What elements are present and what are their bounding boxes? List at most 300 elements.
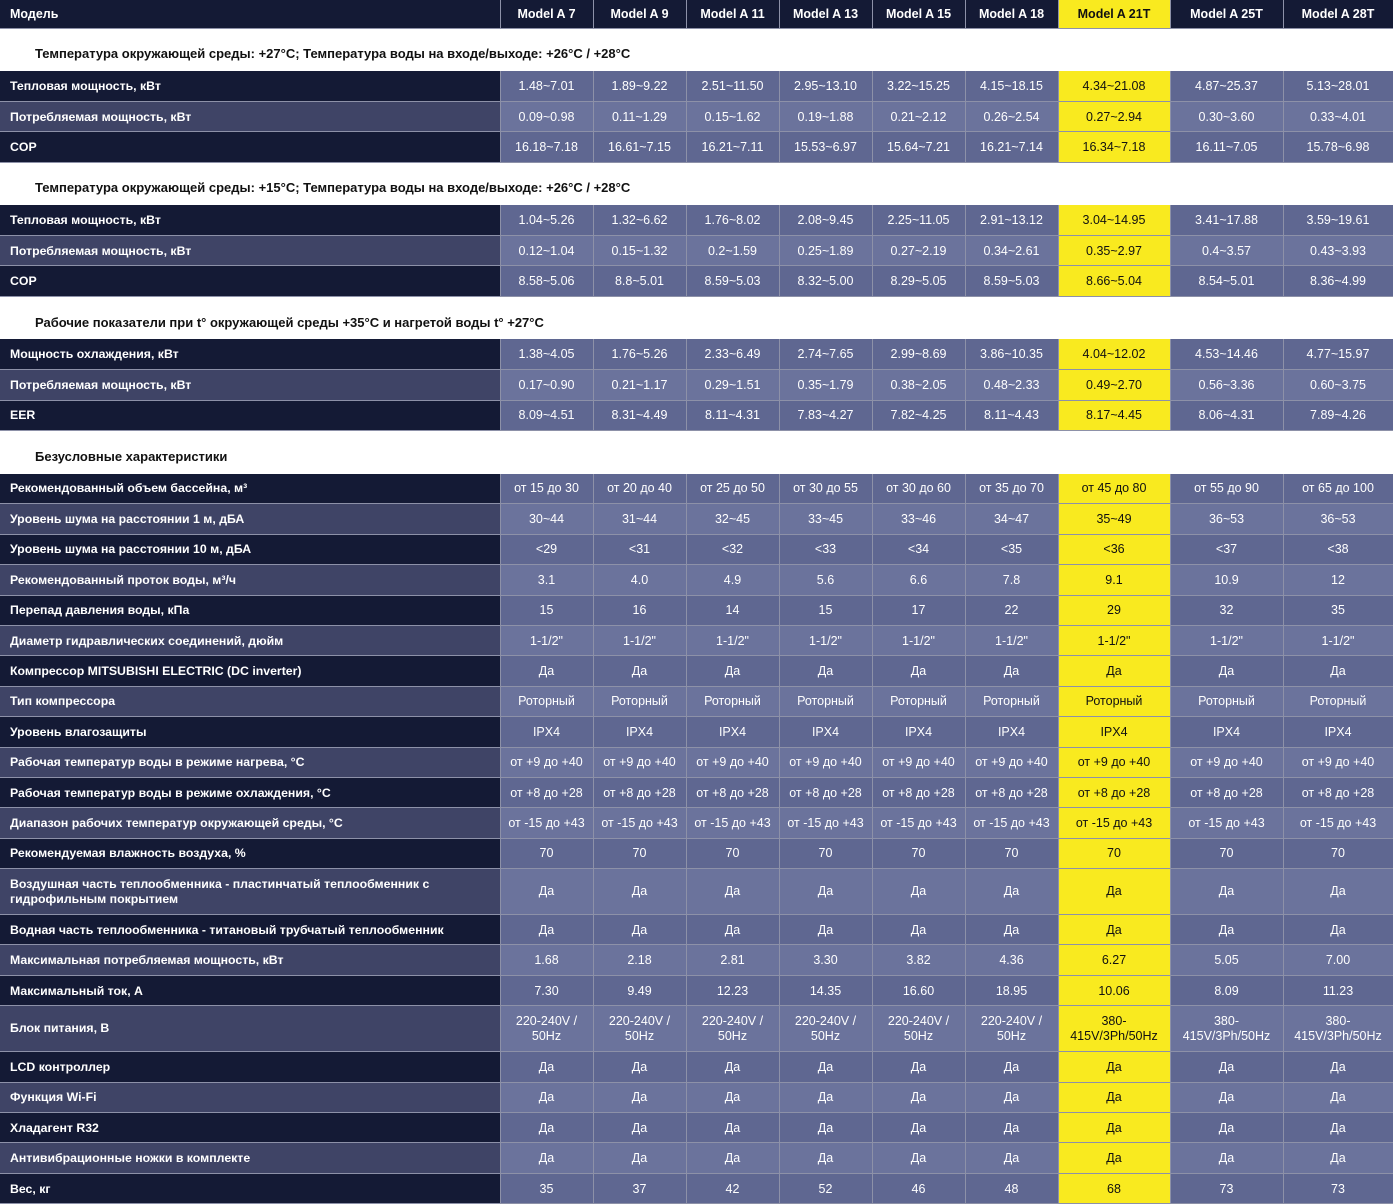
spec-value: 1.76~5.26: [593, 339, 686, 369]
spec-value: 52: [779, 1173, 872, 1203]
section-title: Температура окружающей среды: +15°C; Температура воды на входе/выходе: +26°C / +28°C: [0, 162, 1393, 205]
spec-label: Максимальный ток, А: [0, 975, 500, 1005]
spec-label: Воздушная часть теплообменника - пластинчатый теплообменник с гидрофильным покрытием: [0, 869, 500, 915]
spec-value: IPX4: [686, 717, 779, 747]
spec-value-highlighted: от +8 до +28: [1058, 777, 1170, 807]
spec-value: 73: [1283, 1173, 1393, 1203]
spec-value: Да: [1283, 869, 1393, 915]
spec-value: 0.4~3.57: [1170, 236, 1283, 266]
spec-value: Да: [686, 869, 779, 915]
spec-value-highlighted: 16.34~7.18: [1058, 132, 1170, 162]
spec-value: Да: [593, 869, 686, 915]
spec-value: Да: [500, 656, 593, 686]
spec-value: Да: [1283, 915, 1393, 945]
spec-value: 8.11~4.43: [965, 400, 1058, 430]
spec-value: 33~46: [872, 504, 965, 534]
spec-value-highlighted: Да: [1058, 1052, 1170, 1082]
header-label: Модель: [0, 0, 500, 28]
spec-value: Да: [686, 915, 779, 945]
spec-value: <34: [872, 534, 965, 564]
spec-value: от -15 до +43: [686, 808, 779, 838]
spec-value: от +9 до +40: [965, 747, 1058, 777]
section-title: Рабочие показатели при t° окружающей среды +35°C и нагретой воды t° +27°C: [0, 296, 1393, 339]
spec-value: Да: [500, 1082, 593, 1112]
spec-value: 10.9: [1170, 565, 1283, 595]
spec-value: 0.2~1.59: [686, 236, 779, 266]
spec-value: 22: [965, 595, 1058, 625]
spec-value: от +8 до +28: [593, 777, 686, 807]
spec-label: Максимальная потребляемая мощность, кВт: [0, 945, 500, 975]
spec-value: Да: [872, 915, 965, 945]
spec-value: 8.31~4.49: [593, 400, 686, 430]
spec-value: Да: [593, 1113, 686, 1143]
spec-value: от -15 до +43: [779, 808, 872, 838]
spec-row: [0, 945, 1393, 975]
spec-value-highlighted: Да: [1058, 915, 1170, 945]
spec-value: от +9 до +40: [1170, 747, 1283, 777]
spec-value: 220-240V / 50Hz: [593, 1006, 686, 1052]
spec-value: 70: [500, 838, 593, 868]
spec-label: COP: [0, 266, 500, 296]
spec-row: [0, 656, 1393, 686]
spec-value-highlighted: 3.04~14.95: [1058, 205, 1170, 235]
spec-value: 7.82~4.25: [872, 400, 965, 430]
spec-value-highlighted: IPX4: [1058, 717, 1170, 747]
spec-value: Роторный: [1283, 686, 1393, 716]
header-model: Model A 9: [593, 0, 686, 28]
spec-value: 7.8: [965, 565, 1058, 595]
spec-label: Уровень шума на расстоянии 1 м, дБА: [0, 504, 500, 534]
spec-value: 1-1/2": [1170, 625, 1283, 655]
spec-value: 18.95: [965, 975, 1058, 1005]
spec-label: Блок питания, В: [0, 1006, 500, 1052]
spec-value: 0.15~1.32: [593, 236, 686, 266]
spec-value: Да: [686, 1113, 779, 1143]
spec-value: 0.25~1.89: [779, 236, 872, 266]
spec-value: 0.29~1.51: [686, 370, 779, 400]
spec-value-highlighted: 4.34~21.08: [1058, 71, 1170, 101]
spec-value: от +8 до +28: [965, 777, 1058, 807]
spec-value: 0.21~2.12: [872, 101, 965, 131]
spec-value: Да: [686, 1052, 779, 1082]
spec-label: Диапазон рабочих температур окружающей среды, °С: [0, 808, 500, 838]
spec-value: <38: [1283, 534, 1393, 564]
spec-value: 2.91~13.12: [965, 205, 1058, 235]
spec-row: [0, 1143, 1393, 1173]
spec-value: Да: [965, 869, 1058, 915]
spec-value: от -15 до +43: [965, 808, 1058, 838]
spec-value: Да: [1170, 1082, 1283, 1112]
spec-value: Да: [686, 1143, 779, 1173]
spec-value: от +8 до +28: [872, 777, 965, 807]
spec-value: 0.19~1.88: [779, 101, 872, 131]
section-title-row: [0, 431, 1393, 474]
spec-value: 16.21~7.11: [686, 132, 779, 162]
spec-row: [0, 565, 1393, 595]
spec-value: 4.87~25.37: [1170, 71, 1283, 101]
spec-value: от +9 до +40: [872, 747, 965, 777]
spec-row: [0, 1113, 1393, 1143]
spec-value: Роторный: [1170, 686, 1283, 716]
spec-value: 220-240V / 50Hz: [500, 1006, 593, 1052]
spec-value-highlighted: Да: [1058, 1113, 1170, 1143]
spec-value: <35: [965, 534, 1058, 564]
spec-value: 9.49: [593, 975, 686, 1005]
spec-value: Да: [779, 1052, 872, 1082]
section-title-row: [0, 296, 1393, 339]
spec-value: от +8 до +28: [500, 777, 593, 807]
spec-value: <29: [500, 534, 593, 564]
header-model: Model A 25T: [1170, 0, 1283, 28]
spec-label: Уровень шума на расстоянии 10 м, дБА: [0, 534, 500, 564]
spec-value: 2.08~9.45: [779, 205, 872, 235]
spec-value: 36~53: [1170, 504, 1283, 534]
spec-row: [0, 808, 1393, 838]
spec-value: 5.05: [1170, 945, 1283, 975]
spec-row: [0, 474, 1393, 504]
spec-value-highlighted: 1-1/2": [1058, 625, 1170, 655]
spec-row: [0, 534, 1393, 564]
spec-value: Да: [593, 1143, 686, 1173]
spec-value: Да: [500, 1052, 593, 1082]
spec-value: Да: [500, 869, 593, 915]
spec-value: Да: [965, 1113, 1058, 1143]
spec-value-highlighted: 29: [1058, 595, 1170, 625]
spec-value: Роторный: [872, 686, 965, 716]
spec-value: 70: [965, 838, 1058, 868]
spec-value-highlighted: 380-415V/3Ph/50Hz: [1058, 1006, 1170, 1052]
spec-value: 2.99~8.69: [872, 339, 965, 369]
spec-value: 7.83~4.27: [779, 400, 872, 430]
spec-value: Да: [872, 1113, 965, 1143]
spec-value: 3.82: [872, 945, 965, 975]
spec-value: от 35 до 70: [965, 474, 1058, 504]
spec-value: 2.51~11.50: [686, 71, 779, 101]
spec-value: 12: [1283, 565, 1393, 595]
spec-value: Роторный: [779, 686, 872, 716]
spec-value: 35: [500, 1173, 593, 1203]
spec-value: 7.30: [500, 975, 593, 1005]
spec-row: [0, 1006, 1393, 1052]
spec-value: от 15 до 30: [500, 474, 593, 504]
spec-value: Да: [779, 1113, 872, 1143]
spec-value: <31: [593, 534, 686, 564]
spec-label: Тепловая мощность, кВт: [0, 205, 500, 235]
spec-value: <33: [779, 534, 872, 564]
spec-value: Да: [965, 656, 1058, 686]
spec-value: Да: [500, 1143, 593, 1173]
spec-value: IPX4: [1283, 717, 1393, 747]
spec-value: от +9 до +40: [779, 747, 872, 777]
spec-value-highlighted: Да: [1058, 1082, 1170, 1112]
spec-row: [0, 400, 1393, 430]
spec-value: 1-1/2": [872, 625, 965, 655]
spec-value: 8.59~5.03: [965, 266, 1058, 296]
spec-value: 15.53~6.97: [779, 132, 872, 162]
spec-value: 0.56~3.36: [1170, 370, 1283, 400]
spec-label: EER: [0, 400, 500, 430]
spec-value: от 30 до 60: [872, 474, 965, 504]
header-model: Model A 18: [965, 0, 1058, 28]
spec-value: Да: [779, 869, 872, 915]
spec-value: 5.13~28.01: [1283, 71, 1393, 101]
spec-label: Рабочая температур воды в режиме нагрева, °С: [0, 747, 500, 777]
spec-label: Уровень влагозащиты: [0, 717, 500, 747]
spec-label: Потребляемая мощность, кВт: [0, 236, 500, 266]
spec-value: 2.18: [593, 945, 686, 975]
spec-value: 380-415V/3Ph/50Hz: [1170, 1006, 1283, 1052]
spec-value: 70: [872, 838, 965, 868]
spec-value: от +9 до +40: [1283, 747, 1393, 777]
spec-value: от -15 до +43: [593, 808, 686, 838]
spec-value: 14: [686, 595, 779, 625]
spec-value: 0.15~1.62: [686, 101, 779, 131]
spec-row: [0, 915, 1393, 945]
spec-value: 4.36: [965, 945, 1058, 975]
spec-value-highlighted: 70: [1058, 838, 1170, 868]
spec-value-highlighted: 68: [1058, 1173, 1170, 1203]
spec-value: Роторный: [686, 686, 779, 716]
spec-value: Да: [872, 1052, 965, 1082]
spec-label: Тип компрессора: [0, 686, 500, 716]
spec-value: 5.6: [779, 565, 872, 595]
spec-value: Да: [965, 1052, 1058, 1082]
spec-label: Функция Wi-Fi: [0, 1082, 500, 1112]
spec-value: 7.00: [1283, 945, 1393, 975]
spec-row: [0, 370, 1393, 400]
spec-value: 0.17~0.90: [500, 370, 593, 400]
spec-value: 16.18~7.18: [500, 132, 593, 162]
spec-value: 32: [1170, 595, 1283, 625]
spec-value: 4.53~14.46: [1170, 339, 1283, 369]
spec-value-highlighted: 35~49: [1058, 504, 1170, 534]
spec-value-highlighted: Да: [1058, 1143, 1170, 1173]
spec-value: от -15 до +43: [1283, 808, 1393, 838]
spec-value: 3.86~10.35: [965, 339, 1058, 369]
spec-value: 0.27~2.19: [872, 236, 965, 266]
spec-value: 16.61~7.15: [593, 132, 686, 162]
spec-value: Да: [872, 656, 965, 686]
spec-value: 4.77~15.97: [1283, 339, 1393, 369]
spec-value: 36~53: [1283, 504, 1393, 534]
spec-value: 14.35: [779, 975, 872, 1005]
spec-value: 220-240V / 50Hz: [779, 1006, 872, 1052]
spec-value-highlighted: Да: [1058, 869, 1170, 915]
spec-value: 34~47: [965, 504, 1058, 534]
spec-row: [0, 132, 1393, 162]
spec-value: 8.09~4.51: [500, 400, 593, 430]
spec-value: Да: [872, 1143, 965, 1173]
spec-value-highlighted: 4.04~12.02: [1058, 339, 1170, 369]
spec-value: 0.21~1.17: [593, 370, 686, 400]
spec-value: 70: [779, 838, 872, 868]
spec-value: 73: [1170, 1173, 1283, 1203]
spec-row: [0, 1052, 1393, 1082]
spec-row: [0, 686, 1393, 716]
spec-value: <32: [686, 534, 779, 564]
spec-value: 0.11~1.29: [593, 101, 686, 131]
spec-value: 8.32~5.00: [779, 266, 872, 296]
spec-label: Тепловая мощность, кВт: [0, 71, 500, 101]
spec-label: LCD контроллер: [0, 1052, 500, 1082]
spec-value: 2.33~6.49: [686, 339, 779, 369]
spec-value: 2.81: [686, 945, 779, 975]
spec-value: Да: [779, 915, 872, 945]
header-model: Model A 13: [779, 0, 872, 28]
spec-value: 8.8~5.01: [593, 266, 686, 296]
spec-value: 4.9: [686, 565, 779, 595]
spec-value: Роторный: [500, 686, 593, 716]
spec-label: Компрессор MITSUBISHI ELECTRIC (DC inverter): [0, 656, 500, 686]
spec-value: 8.59~5.03: [686, 266, 779, 296]
spec-value: 8.36~4.99: [1283, 266, 1393, 296]
spec-row: [0, 869, 1393, 915]
spec-value: 16.60: [872, 975, 965, 1005]
spec-value: от +9 до +40: [686, 747, 779, 777]
spec-row: [0, 838, 1393, 868]
spec-value: от 25 до 50: [686, 474, 779, 504]
spec-value: 0.09~0.98: [500, 101, 593, 131]
spec-value-highlighted: 0.27~2.94: [1058, 101, 1170, 131]
spec-value: 1.04~5.26: [500, 205, 593, 235]
spec-value: 15.64~7.21: [872, 132, 965, 162]
spec-value-highlighted: 0.35~2.97: [1058, 236, 1170, 266]
spec-row: [0, 747, 1393, 777]
spec-value: 1.32~6.62: [593, 205, 686, 235]
spec-value: 1-1/2": [686, 625, 779, 655]
spec-value: 0.30~3.60: [1170, 101, 1283, 131]
spec-value: IPX4: [965, 717, 1058, 747]
spec-value: 0.38~2.05: [872, 370, 965, 400]
spec-value: Да: [1170, 656, 1283, 686]
header-row: [0, 0, 1393, 28]
spec-value: Да: [1170, 869, 1283, 915]
spec-value: 6.6: [872, 565, 965, 595]
spec-label: Мощность охлаждения, кВт: [0, 339, 500, 369]
spec-value: IPX4: [872, 717, 965, 747]
spec-value: 3.30: [779, 945, 872, 975]
spec-value: 7.89~4.26: [1283, 400, 1393, 430]
spec-value: 70: [1283, 838, 1393, 868]
spec-body: [0, 28, 1393, 1204]
spec-value: Да: [1170, 1052, 1283, 1082]
header-model: Model A 15: [872, 0, 965, 28]
spec-value: 11.23: [1283, 975, 1393, 1005]
spec-value: от +8 до +28: [1170, 777, 1283, 807]
spec-value: Да: [779, 656, 872, 686]
spec-value: от 20 до 40: [593, 474, 686, 504]
spec-row: [0, 266, 1393, 296]
spec-value: 220-240V / 50Hz: [872, 1006, 965, 1052]
spec-value: 0.34~2.61: [965, 236, 1058, 266]
spec-value: 16: [593, 595, 686, 625]
spec-value: 0.35~1.79: [779, 370, 872, 400]
spec-value: от +8 до +28: [686, 777, 779, 807]
spec-value: 16.21~7.14: [965, 132, 1058, 162]
spec-value: от 55 до 90: [1170, 474, 1283, 504]
spec-value: 1-1/2": [965, 625, 1058, 655]
header-model: Model A 28T: [1283, 0, 1393, 28]
spec-label: Антивибрационные ножки в комплекте: [0, 1143, 500, 1173]
spec-value: 15: [779, 595, 872, 625]
spec-value: 1-1/2": [593, 625, 686, 655]
spec-value: Да: [1170, 1113, 1283, 1143]
spec-value: 1.48~7.01: [500, 71, 593, 101]
header-model: Model A 11: [686, 0, 779, 28]
spec-value-highlighted: Да: [1058, 656, 1170, 686]
spec-value: Да: [686, 1082, 779, 1112]
spec-value: от -15 до +43: [1170, 808, 1283, 838]
spec-row: [0, 504, 1393, 534]
spec-value: Да: [872, 1082, 965, 1112]
section-title-row: [0, 28, 1393, 71]
section-title: Безусловные характеристики: [0, 431, 1393, 474]
spec-value: 1.89~9.22: [593, 71, 686, 101]
spec-value: 3.59~19.61: [1283, 205, 1393, 235]
spec-value: IPX4: [593, 717, 686, 747]
spec-value: 2.95~13.10: [779, 71, 872, 101]
spec-value: 1-1/2": [1283, 625, 1393, 655]
spec-value: 8.09: [1170, 975, 1283, 1005]
spec-value: IPX4: [779, 717, 872, 747]
spec-value: Да: [965, 915, 1058, 945]
spec-row: [0, 777, 1393, 807]
section-title-row: [0, 162, 1393, 205]
header-model-highlighted: Model A 21T: [1058, 0, 1170, 28]
spec-row: [0, 1173, 1393, 1203]
spec-label: Рекомендуемая влажность воздуха, %: [0, 838, 500, 868]
spec-label: Потребляемая мощность, кВт: [0, 370, 500, 400]
spec-value: от +8 до +28: [779, 777, 872, 807]
spec-value: Да: [1170, 1143, 1283, 1173]
spec-value: 2.25~11.05: [872, 205, 965, 235]
spec-value: 4.15~18.15: [965, 71, 1058, 101]
spec-value: 8.54~5.01: [1170, 266, 1283, 296]
spec-value: 37: [593, 1173, 686, 1203]
spec-value: Да: [593, 915, 686, 945]
spec-value-highlighted: 10.06: [1058, 975, 1170, 1005]
spec-value: 1.38~4.05: [500, 339, 593, 369]
spec-value: 220-240V / 50Hz: [965, 1006, 1058, 1052]
spec-value: Да: [500, 915, 593, 945]
spec-value: 0.26~2.54: [965, 101, 1058, 131]
spec-value: от +8 до +28: [1283, 777, 1393, 807]
header-model: Model A 7: [500, 0, 593, 28]
spec-row: [0, 71, 1393, 101]
spec-value: 4.0: [593, 565, 686, 595]
spec-value: Да: [593, 1082, 686, 1112]
spec-value: 3.1: [500, 565, 593, 595]
spec-row: [0, 595, 1393, 625]
spec-value: 8.06~4.31: [1170, 400, 1283, 430]
spec-row: [0, 236, 1393, 266]
spec-value: 46: [872, 1173, 965, 1203]
spec-value: от 30 до 55: [779, 474, 872, 504]
spec-label: Вес, кг: [0, 1173, 500, 1203]
spec-value: 16.11~7.05: [1170, 132, 1283, 162]
spec-value: Да: [686, 656, 779, 686]
spec-value: от +9 до +40: [500, 747, 593, 777]
spec-value-highlighted: <36: [1058, 534, 1170, 564]
spec-label: Хладагент R32: [0, 1113, 500, 1143]
spec-value: 3.41~17.88: [1170, 205, 1283, 235]
spec-value: 0.60~3.75: [1283, 370, 1393, 400]
spec-value: Да: [1283, 1143, 1393, 1173]
spec-value: 1.76~8.02: [686, 205, 779, 235]
spec-value-highlighted: 8.17~4.45: [1058, 400, 1170, 430]
spec-row: [0, 717, 1393, 747]
spec-value: 70: [593, 838, 686, 868]
